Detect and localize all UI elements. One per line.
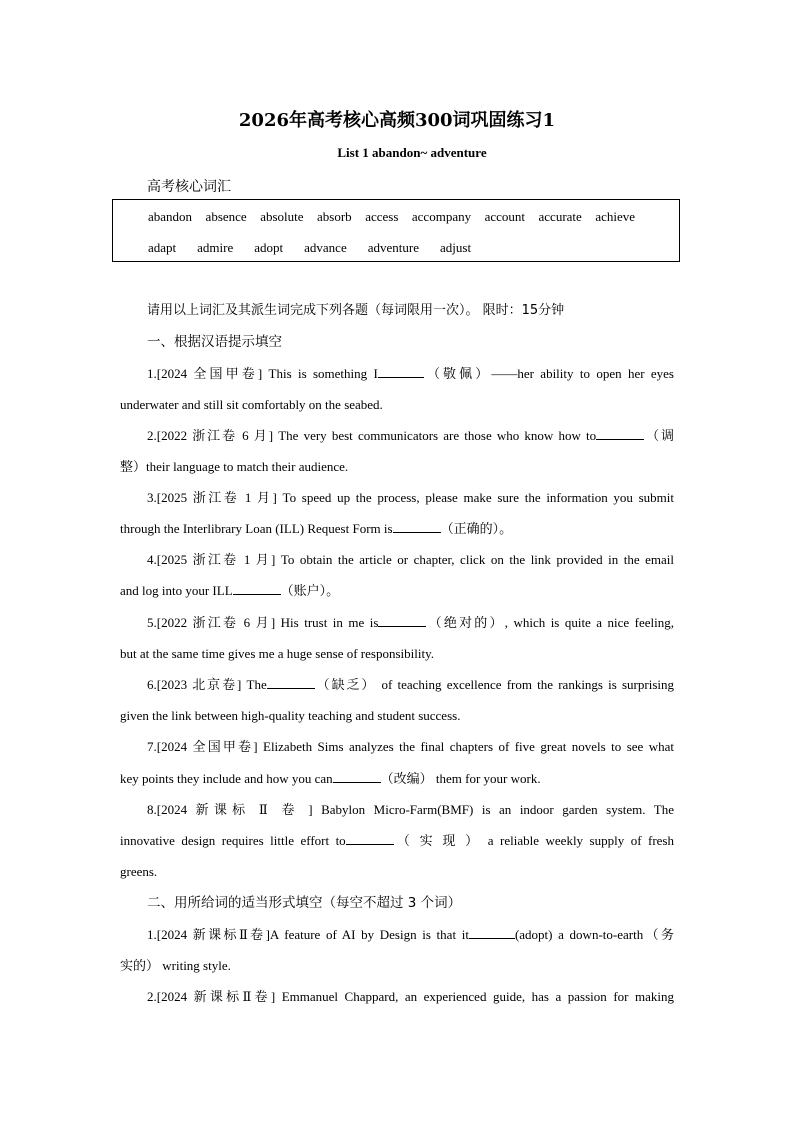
question-8-line-2: innovative design requires little effort to （ 实 现 ） a reliable weekly supply of fresh: [120, 833, 674, 848]
vocab-word: abandon: [148, 209, 193, 224]
question-5-line-2: but at the same time gives me a huge sense of responsibility.: [120, 646, 434, 661]
answer-blank[interactable]: [333, 771, 381, 783]
page-subtitle: List 1 abandon~ adventure: [337, 145, 487, 160]
answer-blank[interactable]: [233, 583, 281, 595]
answer-blank[interactable]: [393, 521, 441, 533]
question-2-line-1: 2.[2022 浙江卷 6 月] The very best communicators are those who know how to （调: [147, 428, 674, 443]
question-8-line-3: greens.: [120, 864, 158, 879]
question-8-line-1: 8.[2024 新课标 Ⅱ 卷 ] Babylon Micro-Farm(BMF) is an indoor garden system. The: [147, 802, 674, 817]
answer-blank[interactable]: [378, 615, 426, 627]
vocab-word: admire: [197, 240, 234, 255]
vocab-word: advance: [304, 240, 347, 255]
question-4-line-2: and log into your ILL （账户）。: [120, 583, 340, 598]
vocab-word: accompany: [411, 209, 472, 224]
question-7-line-2: key points they include and how you can （改编） them for your work.: [120, 771, 541, 786]
question-1-line-1: 1.[2024 全国甲卷] This is something I （敬佩）——her ability to open her eyes: [147, 366, 674, 381]
vocab-box: [112, 199, 680, 262]
vocab-word: absolute: [260, 209, 304, 224]
page-title: 2026年高考核心高频300词巩固练习1: [238, 110, 556, 131]
instructions: 请用以上词汇及其派生词完成下列各题（每词限用一次）。 限时：15分钟: [147, 303, 565, 318]
answer-blank[interactable]: [267, 677, 315, 689]
vocab-word: adopt: [254, 240, 284, 255]
question-4-line-1: 4.[2025 浙江卷 1 月] To obtain the article or chapter, click on the link provided in the email: [147, 552, 674, 567]
vocab-row-2: [148, 240, 492, 256]
vocab-word: absence: [205, 209, 247, 224]
answer-blank[interactable]: [596, 428, 644, 440]
section-2-question-1-line-2: 实的） writing style.: [120, 958, 231, 973]
question-5-line-1: 5.[2022 浙江卷 6 月] His trust in me is （绝对的）, which is quite a nice feeling,: [147, 615, 675, 630]
vocab-word: absorb: [317, 209, 352, 224]
question-3-line-1: 3.[2025 浙江卷 1 月] To speed up the process, please make sure the information you submit: [147, 490, 674, 505]
vocab-heading: 高考核心词汇: [147, 179, 231, 195]
question-1-line-2: underwater and still sit comfortably on the seabed.: [120, 397, 383, 412]
question-6-line-1: 6.[2023 北京卷] The （缺乏） of teaching excellence from the rankings is surprising: [147, 677, 674, 692]
vocab-word: adjust: [440, 240, 472, 255]
question-3-line-2: through the Interlibrary Loan (ILL) Request Form is （正确的）。: [120, 521, 513, 536]
section-1-heading: 一、根据汉语提示填空: [147, 334, 282, 350]
answer-blank[interactable]: [346, 833, 394, 845]
section-2-question-2-line-1: 2.[2024 新课标Ⅱ卷] Emmanuel Chappard, an experienced guide, has a passion for making: [147, 989, 674, 1004]
vocab-word: adventure: [367, 240, 419, 255]
question-2-line-2: 整）their language to match their audience.: [120, 459, 349, 474]
vocab-word: adapt: [148, 240, 177, 255]
answer-blank[interactable]: [469, 927, 515, 939]
vocab-row-1: [148, 209, 635, 225]
vocab-word: account: [484, 209, 526, 224]
question-7-line-1: 7.[2024 全国甲卷] Elizabeth Sims analyzes the final chapters of five great novels to see what: [147, 739, 674, 754]
vocab-word: access: [365, 209, 399, 224]
section-2-heading: 二、用所给词的适当形式填空（每空不超过 3 个词）: [147, 895, 462, 911]
section-2-question-1-line-1: 1.[2024 新课标Ⅱ卷]A feature of AI by Design is that it (adopt) a down-to-earth（务: [147, 927, 674, 942]
vocab-word: achieve: [595, 209, 636, 224]
vocab-word: accurate: [538, 209, 582, 224]
answer-blank[interactable]: [378, 366, 424, 378]
question-6-line-2: given the link between high-quality teaching and student success.: [120, 708, 461, 723]
